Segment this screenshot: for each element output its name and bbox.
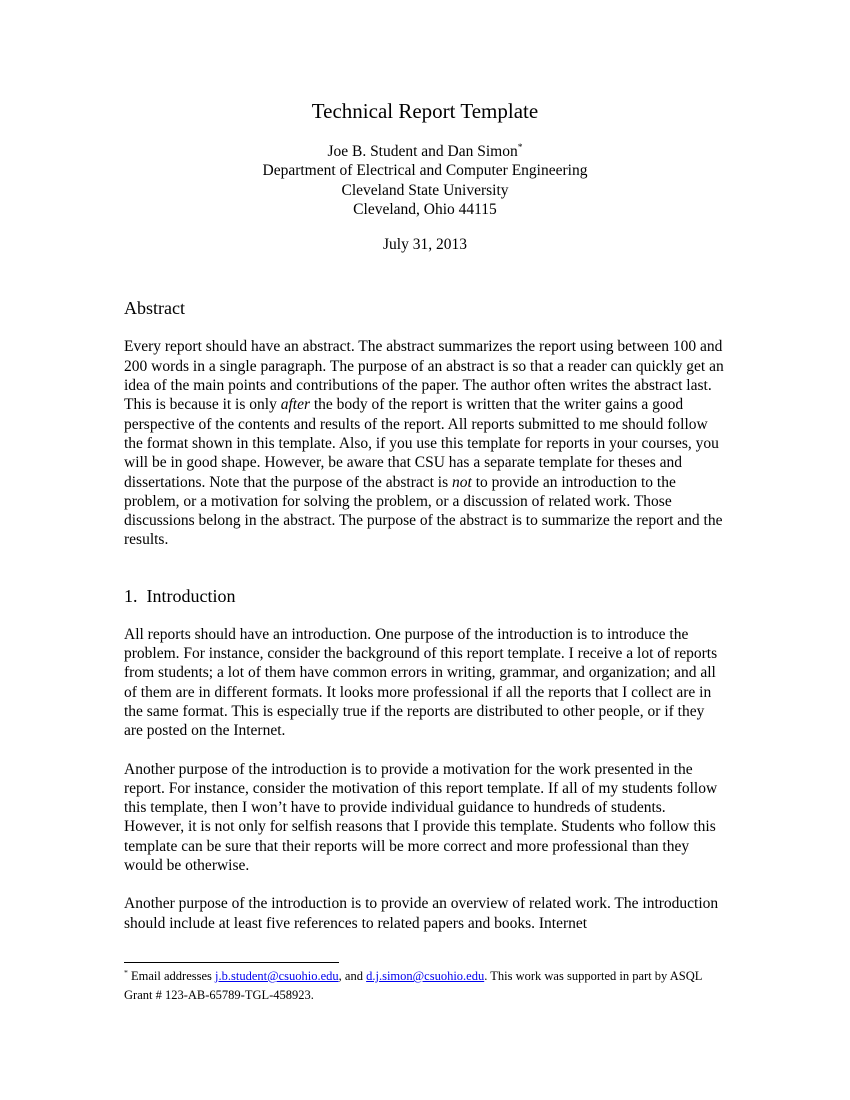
footnote-separator-rule (124, 962, 339, 963)
email-link[interactable]: j.b.student@csuohio.edu (215, 969, 339, 983)
abstract-heading: Abstract (124, 298, 185, 319)
abstract-paragraph: Every report should have an abstract. The abstract summarizes the report using between 100 and 200 words in a single paragraph. The purpose of an abstract is so that a reader can quickly get an idea of the main points and contributions of the paper. The author often writes the abstract last. This is because it is only after the body of the report is written that the writer gains a good perspective of the contents and results of the report. All reports submitted to me should follow the format shown in this template. Also, if you use this template for reports in your courses, you will be in good shape. However, be aware that CSU has a separate template for theses and dissertations. Note that the purpose of the abstract is not to provide an introduction to the problem, or a motivation for solving the problem, or a discussion of related work. Those discussions belong in the abstract. The purpose of the abstract is to summarize the report and the results. (124, 338, 724, 549)
affiliation-city-state-zip: Cleveland, Ohio 44115 (353, 200, 497, 218)
affiliation-university: Cleveland State University (341, 181, 509, 199)
authors-line: Joe B. Student and Dan Simon* (327, 141, 523, 160)
document-date: July 31, 2013 (383, 236, 467, 254)
section-title: Introduction (146, 585, 236, 606)
document-title: Technical Report Template (311, 99, 539, 123)
author-block (124, 142, 726, 219)
footnote-text: * Email addresses j.b.student@csuohio.edu, and d.j.simon@csuohio.edu. This work was supported in part by ASQL Grant # 123-AB-65789-TGL-458923. (124, 967, 702, 1002)
affiliation-department: Department of Electrical and Computer Engineering (262, 162, 588, 180)
footnote-marker: * (517, 141, 523, 153)
footnote-block (124, 962, 726, 1005)
introduction-paragraph-1: All reports should have an introduction. One purpose of the introduction is to introduce the problem. For instance, consider the background of this report template. I receive a lot of reports from students; a lot of them have common errors in writing, grammar, and organization; and all of them are in different formats. It looks more professional if all the reports that I collect are in the same format. This is especially true if the reports are distributed to other people, or if they are posted on the Internet. (124, 625, 718, 740)
email-link[interactable]: d.j.simon@csuohio.edu (366, 969, 485, 983)
section-heading-introduction (124, 585, 726, 607)
document-content (124, 0, 726, 933)
footnote-marker: * (124, 967, 128, 977)
introduction-paragraph-3: Another purpose of the introduction is to provide an overview of related work. The introduction should include at least five references to related papers and books. Internet (124, 895, 719, 932)
introduction-paragraph-2: Another purpose of the introduction is to provide a motivation for the work presented in the report. For instance, consider the motivation of this report template. If all of my students follow this template, then I won’t have to provide individual guidance to hundreds of students. However, it is not only for selfish reasons that I provide this template. Students who follow this template can be sure that their reports will be more correct and more professional than they would be otherwise. (124, 760, 718, 875)
section-number: 1. (124, 585, 138, 606)
